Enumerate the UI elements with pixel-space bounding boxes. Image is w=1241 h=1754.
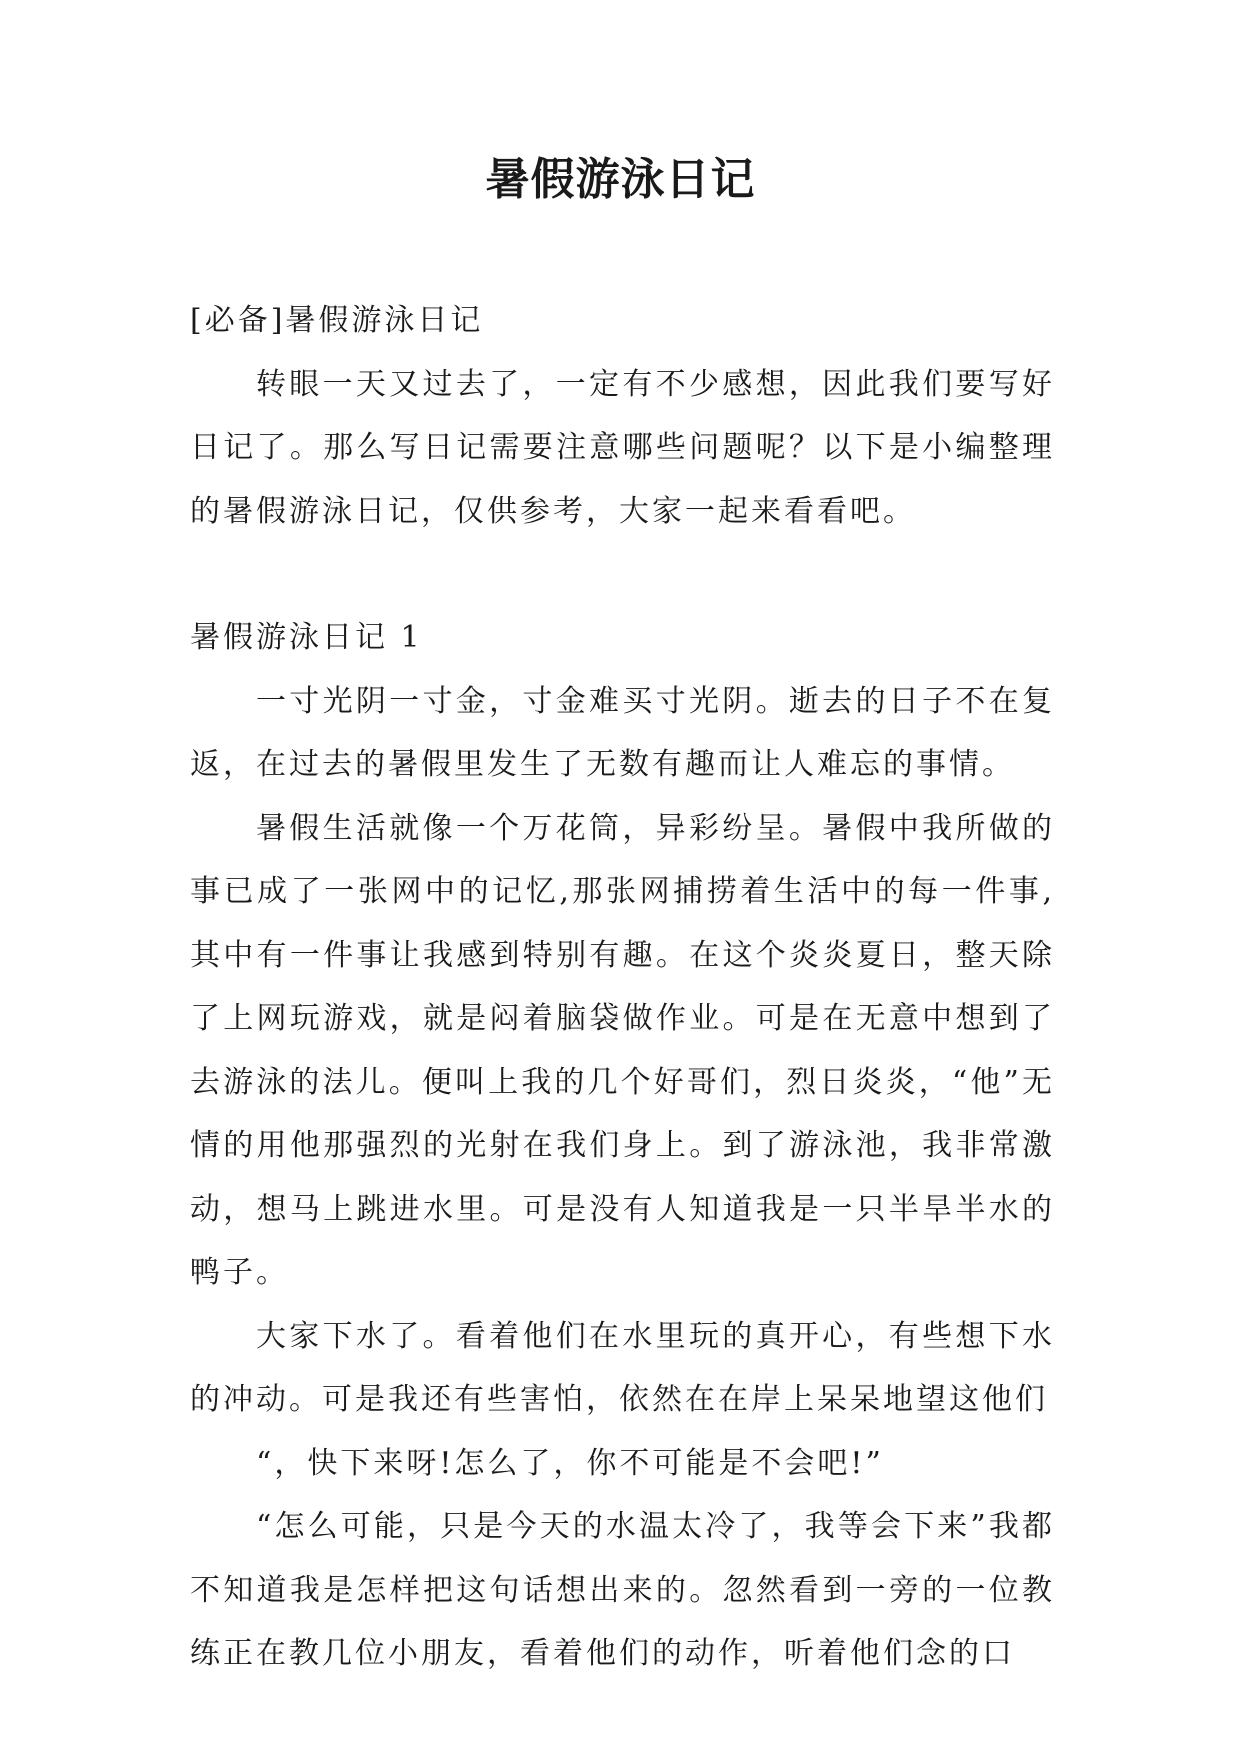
document-title: 暑假游泳日记	[485, 154, 756, 205]
paragraph-intro-heading: [必备]暑假游泳日记	[190, 303, 484, 338]
paragraph: 大家下水了。看着他们在水里玩的真开心，有些想下水的冲动。可是我还有些害怕，依然在在岸上呆呆地望这他们	[190, 1318, 1055, 1417]
document-body	[190, 289, 1055, 1686]
paragraph-dialogue: “，快下来呀!怎么了，你不可能是不会吧!”	[256, 1445, 884, 1481]
section-heading-1: 暑假游泳日记 1	[190, 620, 423, 655]
paragraph: 一寸光阴一寸金，寸金难买寸光阴。逝去的日子不在复返，在过去的暑假里发生了无数有趣而让人难忘的事情。	[190, 683, 1055, 782]
paragraph: 暑假生活就像一个万花筒，异彩纷呈。暑假中我所做的事已成了一张网中的记忆,那张网捕捞着生活中的每一件事,其中有一件事让我感到特别有趣。在这个炎炎夏日，整天除了上网玩游戏，就是闷着脑袋做作业。可是在无意中想到了去游泳的法儿。便叫上我的几个好哥们，烈日炎炎，“他”无情的用他那强烈的光射在我们身上。到了游泳池，我非常激动，想马上跳进水里。可是没有人知道我是一只半旱半水的鸭子。	[190, 810, 1055, 1290]
paragraph-intro: 转眼一天又过去了，一定有不少感想，因此我们要写好日记了。那么写日记需要注意哪些问题呢？以下是小编整理的暑假游泳日记，仅供参考，大家一起来看看吧。	[190, 366, 1055, 529]
paragraph-dialogue: “怎么可能，只是今天的水温太冷了，我等会下来”我都不知道我是怎样把这句话想出来的。忽然看到一旁的一位教练正在教几位小朋友，看着他们的动作，听着他们念的口	[190, 1509, 1055, 1671]
